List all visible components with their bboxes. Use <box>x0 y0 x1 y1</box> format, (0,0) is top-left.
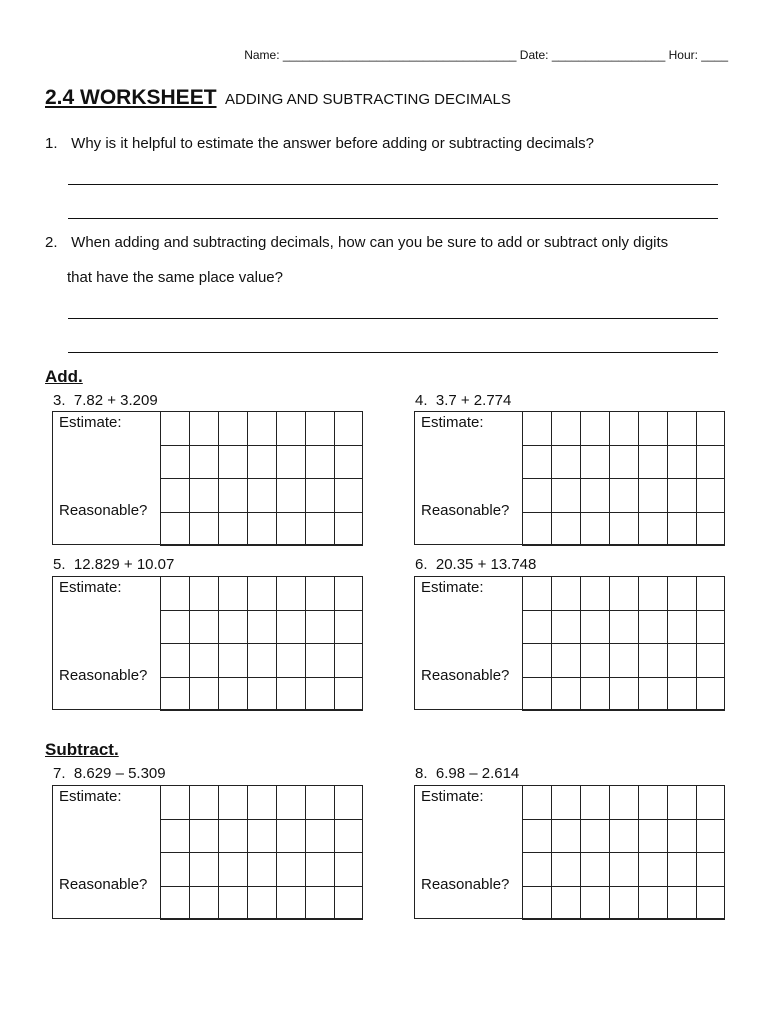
problem-6-work-box <box>414 576 725 710</box>
question-1 <box>45 135 594 152</box>
question-text: Why is it helpful to estimate the answer before adding or subtracting decimals? <box>71 135 594 152</box>
problem-3-work-box <box>52 411 363 545</box>
grid-cell[interactable] <box>334 412 363 446</box>
grid-cell[interactable] <box>551 479 580 513</box>
grid-cell[interactable] <box>276 853 305 887</box>
grid-cell[interactable] <box>276 887 305 921</box>
grid-cell[interactable] <box>580 853 609 887</box>
estimate-label: Estimate: <box>421 579 484 596</box>
grid-cell[interactable] <box>638 611 667 645</box>
grid-cell[interactable] <box>609 820 638 854</box>
grid-cell[interactable] <box>218 644 247 678</box>
problem-expression: 3.7 + 2.774 <box>435 392 512 409</box>
problem-number: 5. <box>53 556 66 573</box>
grid-cell[interactable] <box>334 644 363 678</box>
grid-cell[interactable] <box>551 786 580 820</box>
grid-cell[interactable] <box>696 820 725 854</box>
problem-7-work-box <box>52 785 363 919</box>
grid-cell[interactable] <box>522 446 551 480</box>
grid-cell[interactable] <box>638 820 667 854</box>
grid-cell[interactable] <box>580 513 609 547</box>
grid-cell[interactable] <box>667 853 696 887</box>
grid-cell[interactable] <box>609 446 638 480</box>
reasonable-label: Reasonable? <box>59 876 148 893</box>
grid-cell[interactable] <box>522 479 551 513</box>
grid-cell[interactable] <box>609 678 638 712</box>
grid-cell[interactable] <box>247 513 276 547</box>
answer-line[interactable] <box>68 352 718 353</box>
grid-cell[interactable] <box>218 678 247 712</box>
grid-cell[interactable] <box>276 820 305 854</box>
grid-cell[interactable] <box>551 853 580 887</box>
grid-cell[interactable] <box>276 446 305 480</box>
grid-cell[interactable] <box>667 513 696 547</box>
work-grid[interactable] <box>160 411 363 546</box>
estimate-label: Estimate: <box>59 414 122 431</box>
grid-cell[interactable] <box>696 412 725 446</box>
grid-cell[interactable] <box>247 446 276 480</box>
grid-cell[interactable] <box>580 611 609 645</box>
grid-cell[interactable] <box>189 479 218 513</box>
grid-cell[interactable] <box>305 853 334 887</box>
grid-cell[interactable] <box>580 412 609 446</box>
problem-number: 4. <box>415 392 428 409</box>
grid-cell[interactable] <box>696 786 725 820</box>
grid-cell[interactable] <box>609 479 638 513</box>
grid-cell[interactable] <box>247 678 276 712</box>
problem-expression: 12.829 + 10.07 <box>73 556 175 573</box>
grid-cell[interactable] <box>276 611 305 645</box>
grid-cell[interactable] <box>609 577 638 611</box>
grid-cell[interactable] <box>638 412 667 446</box>
answer-line[interactable] <box>68 318 718 319</box>
grid-cell[interactable] <box>218 887 247 921</box>
grid-cell[interactable] <box>189 446 218 480</box>
grid-cell[interactable] <box>696 887 725 921</box>
grid-cell[interactable] <box>218 820 247 854</box>
grid-cell[interactable] <box>580 786 609 820</box>
problem-5-label <box>53 556 174 573</box>
grid-cell[interactable] <box>609 412 638 446</box>
hour-field[interactable]: Hour: ____ <box>668 48 728 62</box>
grid-cell[interactable] <box>551 820 580 854</box>
question-2-continued: that have the same place value? <box>67 269 283 286</box>
grid-cell[interactable] <box>305 479 334 513</box>
grid-cell[interactable] <box>160 678 189 712</box>
work-grid[interactable] <box>522 576 725 711</box>
grid-cell[interactable] <box>522 786 551 820</box>
problem-number: 6. <box>415 556 428 573</box>
problem-6-label <box>415 556 536 573</box>
grid-cell[interactable] <box>334 786 363 820</box>
grid-cell[interactable] <box>305 786 334 820</box>
grid-cell[interactable] <box>551 577 580 611</box>
date-field[interactable]: Date: _________________ <box>519 48 666 62</box>
grid-cell[interactable] <box>218 611 247 645</box>
grid-cell[interactable] <box>189 786 218 820</box>
grid-cell[interactable] <box>160 887 189 921</box>
grid-cell[interactable] <box>276 513 305 547</box>
grid-cell[interactable] <box>247 479 276 513</box>
problem-expression: 8.629 – 5.309 <box>73 765 166 782</box>
grid-cell[interactable] <box>580 577 609 611</box>
grid-cell[interactable] <box>247 644 276 678</box>
title-subtitle: ADDING AND SUBTRACTING DECIMALS <box>224 91 511 108</box>
reasonable-label: Reasonable? <box>59 502 148 519</box>
worksheet-title <box>45 86 511 110</box>
grid-cell[interactable] <box>160 446 189 480</box>
question-number: 1. <box>45 135 58 152</box>
grid-cell[interactable] <box>638 446 667 480</box>
estimate-label: Estimate: <box>421 414 484 431</box>
grid-cell[interactable] <box>218 446 247 480</box>
problem-3-label <box>53 392 158 409</box>
grid-cell[interactable] <box>305 446 334 480</box>
grid-cell[interactable] <box>522 820 551 854</box>
grid-cell[interactable] <box>522 853 551 887</box>
grid-cell[interactable] <box>551 644 580 678</box>
grid-cell[interactable] <box>160 786 189 820</box>
problem-8-work-box <box>414 785 725 919</box>
grid-cell[interactable] <box>638 678 667 712</box>
grid-cell[interactable] <box>305 611 334 645</box>
grid-cell[interactable] <box>276 678 305 712</box>
reasonable-label: Reasonable? <box>421 667 510 684</box>
grid-cell[interactable] <box>638 577 667 611</box>
grid-cell[interactable] <box>218 853 247 887</box>
grid-cell[interactable] <box>160 513 189 547</box>
problem-7-label <box>53 765 166 782</box>
student-info-line <box>0 48 728 62</box>
grid-cell[interactable] <box>218 412 247 446</box>
grid-cell[interactable] <box>638 853 667 887</box>
grid-cell[interactable] <box>667 611 696 645</box>
problem-5-work-box <box>52 576 363 710</box>
grid-cell[interactable] <box>218 513 247 547</box>
grid-cell[interactable] <box>696 513 725 547</box>
grid-cell[interactable] <box>305 412 334 446</box>
grid-cell[interactable] <box>247 577 276 611</box>
grid-cell[interactable] <box>276 479 305 513</box>
grid-cell[interactable] <box>334 887 363 921</box>
reasonable-label: Reasonable? <box>421 502 510 519</box>
grid-cell[interactable] <box>276 786 305 820</box>
section-add-heading: Add. <box>45 367 83 386</box>
work-grid[interactable] <box>160 576 363 711</box>
problem-8-label <box>415 765 519 782</box>
grid-cell[interactable] <box>522 577 551 611</box>
grid-cell[interactable] <box>522 513 551 547</box>
grid-cell[interactable] <box>696 479 725 513</box>
estimate-label: Estimate: <box>421 788 484 805</box>
title-main: 2.4 WORKSHEET <box>45 86 217 109</box>
grid-cell[interactable] <box>667 786 696 820</box>
work-grid[interactable] <box>522 785 725 920</box>
grid-cell[interactable] <box>609 853 638 887</box>
grid-cell[interactable] <box>334 479 363 513</box>
grid-cell[interactable] <box>638 513 667 547</box>
grid-cell[interactable] <box>334 678 363 712</box>
grid-cell[interactable] <box>696 644 725 678</box>
grid-cell[interactable] <box>247 853 276 887</box>
grid-cell[interactable] <box>580 678 609 712</box>
grid-cell[interactable] <box>218 479 247 513</box>
section-subtract-heading: Subtract. <box>45 740 119 759</box>
grid-cell[interactable] <box>580 820 609 854</box>
grid-cell[interactable] <box>667 479 696 513</box>
grid-cell[interactable] <box>189 820 218 854</box>
grid-cell[interactable] <box>305 513 334 547</box>
problem-4-label <box>415 392 511 409</box>
grid-cell[interactable] <box>522 887 551 921</box>
grid-cell[interactable] <box>638 479 667 513</box>
grid-cell[interactable] <box>189 644 218 678</box>
question-2 <box>45 234 668 251</box>
grid-cell[interactable] <box>580 479 609 513</box>
grid-cell[interactable] <box>334 513 363 547</box>
grid-cell[interactable] <box>638 786 667 820</box>
grid-cell[interactable] <box>276 577 305 611</box>
grid-cell[interactable] <box>305 644 334 678</box>
grid-cell[interactable] <box>551 446 580 480</box>
grid-cell[interactable] <box>522 611 551 645</box>
grid-cell[interactable] <box>522 678 551 712</box>
grid-cell[interactable] <box>667 678 696 712</box>
grid-cell[interactable] <box>551 412 580 446</box>
grid-cell[interactable] <box>580 887 609 921</box>
grid-cell[interactable] <box>189 513 218 547</box>
grid-cell[interactable] <box>305 887 334 921</box>
grid-cell[interactable] <box>334 577 363 611</box>
grid-cell[interactable] <box>551 678 580 712</box>
answer-line[interactable] <box>68 184 718 185</box>
grid-cell[interactable] <box>305 577 334 611</box>
work-grid[interactable] <box>160 785 363 920</box>
estimate-label: Estimate: <box>59 579 122 596</box>
grid-cell[interactable] <box>276 412 305 446</box>
grid-cell[interactable] <box>247 786 276 820</box>
grid-cell[interactable] <box>696 577 725 611</box>
grid-cell[interactable] <box>160 820 189 854</box>
grid-cell[interactable] <box>696 611 725 645</box>
grid-cell[interactable] <box>580 446 609 480</box>
grid-cell[interactable] <box>276 644 305 678</box>
grid-cell[interactable] <box>189 853 218 887</box>
grid-cell[interactable] <box>609 786 638 820</box>
grid-cell[interactable] <box>247 611 276 645</box>
grid-cell[interactable] <box>247 412 276 446</box>
grid-cell[interactable] <box>551 887 580 921</box>
grid-cell[interactable] <box>160 412 189 446</box>
grid-cell[interactable] <box>334 853 363 887</box>
grid-cell[interactable] <box>696 853 725 887</box>
grid-cell[interactable] <box>667 446 696 480</box>
estimate-label: Estimate: <box>59 788 122 805</box>
problem-4-work-box <box>414 411 725 545</box>
grid-cell[interactable] <box>334 820 363 854</box>
grid-cell[interactable] <box>160 479 189 513</box>
problem-expression: 20.35 + 13.748 <box>435 556 537 573</box>
grid-cell[interactable] <box>667 644 696 678</box>
question-text: When adding and subtracting decimals, how can you be sure to add or subtract only digits <box>71 234 669 251</box>
grid-cell[interactable] <box>551 513 580 547</box>
reasonable-label: Reasonable? <box>59 667 148 684</box>
grid-cell[interactable] <box>160 853 189 887</box>
grid-cell[interactable] <box>160 577 189 611</box>
grid-cell[interactable] <box>667 820 696 854</box>
grid-cell[interactable] <box>522 412 551 446</box>
grid-cell[interactable] <box>580 644 609 678</box>
grid-cell[interactable] <box>334 446 363 480</box>
grid-cell[interactable] <box>638 887 667 921</box>
grid-cell[interactable] <box>522 644 551 678</box>
reasonable-label: Reasonable? <box>421 876 510 893</box>
grid-cell[interactable] <box>189 412 218 446</box>
grid-cell[interactable] <box>218 577 247 611</box>
grid-cell[interactable] <box>667 887 696 921</box>
grid-cell[interactable] <box>638 644 667 678</box>
grid-cell[interactable] <box>305 678 334 712</box>
grid-cell[interactable] <box>218 786 247 820</box>
grid-cell[interactable] <box>696 678 725 712</box>
grid-cell[interactable] <box>609 611 638 645</box>
grid-cell[interactable] <box>247 887 276 921</box>
grid-cell[interactable] <box>667 412 696 446</box>
grid-cell[interactable] <box>551 611 580 645</box>
grid-cell[interactable] <box>247 820 276 854</box>
problem-expression: 7.82 + 3.209 <box>73 392 158 409</box>
question-number: 2. <box>45 234 58 251</box>
grid-cell[interactable] <box>609 887 638 921</box>
problem-number: 3. <box>53 392 66 409</box>
grid-cell[interactable] <box>160 644 189 678</box>
answer-line[interactable] <box>68 218 718 219</box>
problem-number: 8. <box>415 765 428 782</box>
grid-cell[interactable] <box>189 611 218 645</box>
grid-cell[interactable] <box>667 577 696 611</box>
grid-cell[interactable] <box>334 611 363 645</box>
grid-cell[interactable] <box>609 644 638 678</box>
problem-expression: 6.98 – 2.614 <box>435 765 520 782</box>
problem-number: 7. <box>53 765 66 782</box>
grid-cell[interactable] <box>189 577 218 611</box>
grid-cell[interactable] <box>189 887 218 921</box>
name-field[interactable]: Name: ___________________________________ <box>244 48 517 62</box>
work-grid[interactable] <box>522 411 725 546</box>
grid-cell[interactable] <box>696 446 725 480</box>
grid-cell[interactable] <box>160 611 189 645</box>
grid-cell[interactable] <box>609 513 638 547</box>
grid-cell[interactable] <box>305 820 334 854</box>
grid-cell[interactable] <box>189 678 218 712</box>
